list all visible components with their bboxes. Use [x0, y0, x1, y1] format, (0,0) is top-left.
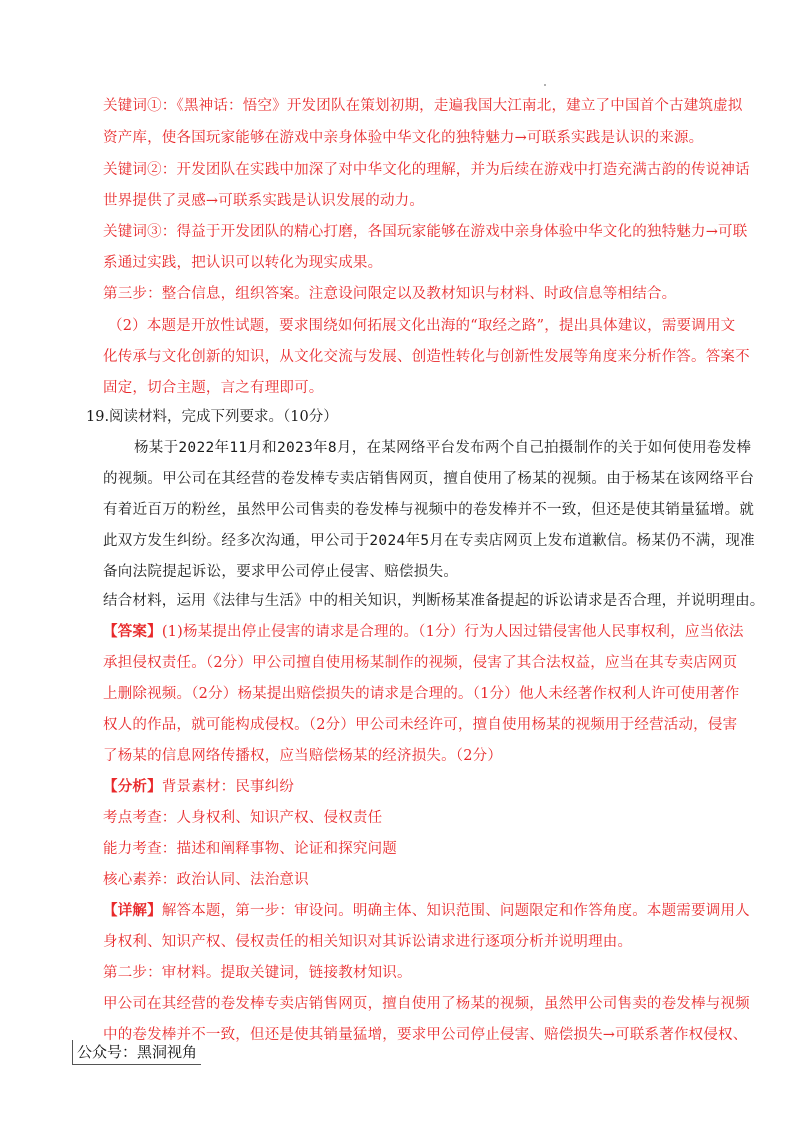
- analysis-tag: 【分析】: [103, 778, 162, 795]
- answer-line-2: 承担侵权责任。（2分）甲公司擅自使用杨某制作的视频，侵害了其合法权益，应当在其专卖店网页: [103, 655, 738, 671]
- answer-tag: 【答案】: [103, 623, 162, 640]
- material-line-5: 备向法院提起诉讼，要求甲公司停止侵害、赔偿损失。: [103, 564, 459, 580]
- analysis-line-3: 能力考查：描述和阐释事物、论证和探究问题: [103, 841, 397, 857]
- answer-line-4: 权人的作品，就可能构成侵权。（2分）甲公司未经许可，擅自使用杨某的视频用于经营活动，侵害: [103, 717, 738, 733]
- part-2-line-1: （2）本题是开放性试题，要求围绕如何拓展文化出海的“取经之路”，提出具体建议，需要调用文: [108, 318, 736, 334]
- material-line-2: 的视频。甲公司在其经营的卷发棒专卖店销售网页，擅自使用了杨某的视频。由于杨某在该网络平台: [103, 471, 755, 487]
- keyword-1-line-2: 资产库，使各国玩家能够在游戏中亲身体验中华文化的独特魅力→可联系实践是认识的来源。: [103, 130, 704, 146]
- question-number: 19.: [86, 409, 110, 425]
- scan-dot: [544, 84, 546, 86]
- detail-line-5: 中的卷发棒并不一致，但还是使其销量猛增，要求甲公司停止侵害、赔偿损失→可联系著作权侵权、: [103, 1027, 748, 1043]
- detail-line-3: 第二步：审材料。提取关键词，链接教材知识。: [103, 965, 412, 981]
- answer-line-3: 上删除视频。（2分）杨某提出赔偿损失的请求是合理的。（1分）他人未经著作权利人许可使用著作: [103, 686, 740, 702]
- keyword-3-line-2: 系通过实践，把认识可以转化为现实成果。: [103, 255, 383, 271]
- question-title: 阅读材料，完成下列要求。（10分）: [109, 409, 338, 425]
- keyword-2-line-1: 关键词②：开发团队在实践中加深了对中华文化的理解，并为后续在游戏中打造充满古韵的传说神话: [103, 162, 750, 178]
- detail-text-1: 解答本题，第一步：审设问。明确主体、知识范围、问题限定和作答角度。本题需要调用人: [161, 903, 750, 919]
- detail-line-4: 甲公司在其经营的卷发棒专卖店销售网页，擅自使用了杨某的视频，虽然甲公司售卖的卷发棒与视频: [103, 996, 750, 1012]
- keyword-3-line-1: 关键词③：得益于开发团队的精心打磨，各国玩家能够在游戏中亲身体验中华文化的独特魅力→可联: [103, 224, 748, 240]
- part-2-line-2: 化传承与文化创新的知识，从文化交流与发展、创造性转化与创新性发展等角度来分析作答。答案不: [103, 349, 750, 365]
- analysis-line-1: [103, 777, 294, 797]
- detail-line-1: [103, 901, 750, 921]
- keyword-2-line-2: 世界提供了灵感→可联系实践是认识发展的动力。: [103, 193, 425, 209]
- analysis-line-2: 考点考查：人身权利、知识产权、侵权责任: [103, 810, 383, 826]
- detail-line-2: 身权利、知识产权、侵权责任的相关知识对其诉讼请求进行逐项分析并说明理由。: [103, 934, 633, 950]
- answer-line-5: 了杨某的信息网络传播权，应当赔偿杨某的经济损失。（2分）: [103, 748, 503, 764]
- material-line-4: 此双方发生纠纷。经多次沟通，甲公司于2024年5月在专卖店网页上发布道歉信。杨某仍不满，现准: [103, 533, 755, 549]
- material-line-1: 杨某于2022年11月和2023年8月，在某网络平台发布两个自己拍摄制作的关于如何使用卷发棒: [134, 440, 752, 456]
- answer-line-1: [103, 622, 744, 642]
- answer-text-1: (1)杨某提出停止侵害的请求是合理的。（1分）行为人因过错侵害他人民事权利，应当依法: [161, 624, 744, 640]
- analysis-line-4: 核心素养：政治认同、法治意识: [103, 872, 309, 888]
- analysis-background: 背景素材：民事纠纷: [161, 779, 295, 795]
- detail-tag: 【详解】: [103, 902, 162, 919]
- step-three-line: 第三步：整合信息，组织答案。注意设问限定以及教材知识与材料、时政信息等相结合。: [103, 286, 677, 302]
- part-2-line-3: 固定，切合主题，言之有理即可。: [103, 380, 324, 396]
- question-requirement: 结合材料，运用《法律与生活》中的相关知识，判断杨某准备提起的诉讼请求是否合理，并说明理由。: [103, 593, 765, 609]
- material-line-3: 有着近百万的粉丝，虽然甲公司售卖的卷发棒与视频中的卷发棒并不一致，但还是使其销量猛增。就: [103, 502, 755, 518]
- keyword-1-line-1: 关键词①：《黑神话：悟空》开发团队在策划初期，走遍我国大江南北，建立了中国首个古建筑虚拟: [103, 98, 743, 114]
- watermark-footer: 公众号：黑洞视角: [72, 1040, 201, 1065]
